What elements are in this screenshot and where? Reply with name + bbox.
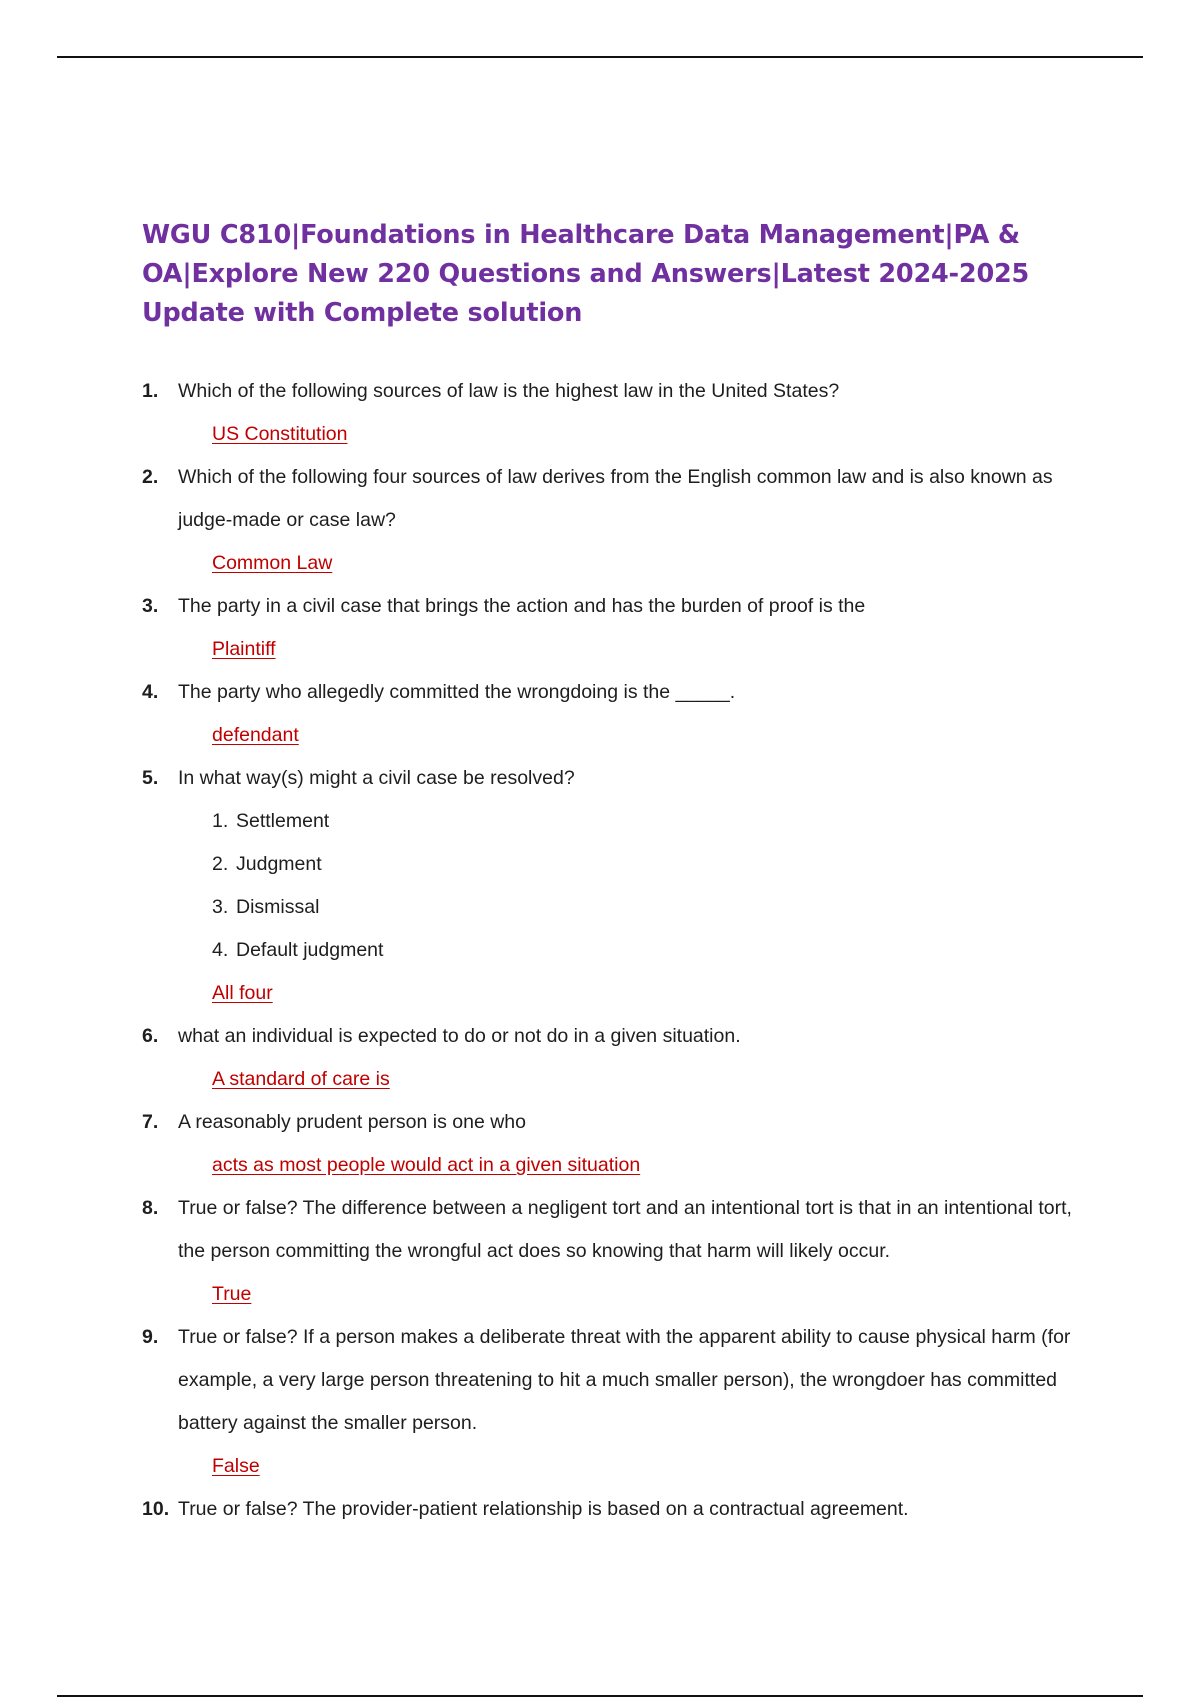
option-text: Settlement: [236, 810, 330, 832]
question-item-8: [142, 1187, 1072, 1316]
question-number: 8.: [142, 1197, 159, 1219]
answer-text: US Constitution: [212, 423, 348, 445]
question-row: [142, 1015, 1072, 1058]
option-number: 1.: [212, 810, 229, 832]
question-text: In what way(s) might a civil case be resolved?: [178, 767, 575, 789]
answer-text: All four: [212, 982, 273, 1004]
option-item: [212, 800, 1072, 843]
option-item: [212, 929, 1072, 972]
question-item-2: [142, 456, 1072, 585]
question-item-5: [142, 757, 1072, 1015]
question-item-3: [142, 585, 1072, 671]
question-number: 9.: [142, 1326, 159, 1348]
answer-text: acts as most people would act in a given situation: [212, 1154, 641, 1176]
answer-text: False: [212, 1455, 260, 1477]
question-text: Which of the following four sources of law derives from the English common law and is also known as judge-made or case law?: [178, 466, 1053, 531]
question-row: [142, 456, 1072, 542]
question-text: what an individual is expected to do or not do in a given situation.: [178, 1025, 741, 1047]
question-number: 6.: [142, 1025, 159, 1047]
answer-text: Plaintiff: [212, 638, 276, 660]
option-text: Default judgment: [236, 939, 384, 961]
question-number: 2.: [142, 466, 159, 488]
question-row: [142, 1316, 1072, 1445]
option-number: 2.: [212, 853, 229, 875]
option-item: [212, 843, 1072, 886]
question-item-6: [142, 1015, 1072, 1101]
question-number: 5.: [142, 767, 159, 789]
document-title: WGU C810|Foundations in Healthcare Data Management|PA & OA|Explore New 220 Questions and Answers|Latest 2024-2025 Update with Complete solution: [142, 220, 1030, 328]
question-text: A reasonably prudent person is one who: [178, 1111, 526, 1133]
option-text: Judgment: [236, 853, 322, 875]
question-number: 1.: [142, 380, 159, 402]
question-item-1: [142, 370, 1072, 456]
question-item-9: [142, 1316, 1072, 1488]
question-number: 3.: [142, 595, 159, 617]
footer-rule: [57, 1695, 1143, 1697]
answer-text: defendant: [212, 724, 299, 746]
question-row: [142, 757, 1072, 800]
option-text: Dismissal: [236, 896, 320, 918]
question-row: [142, 585, 1072, 628]
question-item-4: [142, 671, 1072, 757]
question-text: True or false? If a person makes a deliberate threat with the apparent ability to cause physical harm (for example, a very large person threatening to hit a much smaller person), the wrongdoer has committed battery against the smaller person.: [178, 1326, 1071, 1434]
question-row: [142, 1488, 1072, 1531]
question-text: True or false? The difference between a negligent tort and an intentional tort is that in an intentional tort, the person committing the wrongful act does so knowing that harm will likely occur.: [178, 1197, 1072, 1262]
question-row: [142, 671, 1072, 714]
answer-text: A standard of care is: [212, 1068, 390, 1090]
question-text: The party in a civil case that brings the action and has the burden of proof is the: [178, 595, 866, 617]
question-text: True or false? The provider-patient relationship is based on a contractual agreement.: [178, 1498, 909, 1520]
question-list: [142, 370, 1072, 1531]
header-rule: [57, 56, 1143, 58]
question-number: 7.: [142, 1111, 159, 1133]
option-item: [212, 886, 1072, 929]
answer-text: True: [212, 1283, 252, 1305]
question-item-7: [142, 1101, 1072, 1187]
question-number: 10.: [142, 1498, 170, 1520]
question-number: 4.: [142, 681, 159, 703]
question-row: [142, 370, 1072, 413]
question-row: [142, 1187, 1072, 1273]
option-number: 3.: [212, 896, 229, 918]
question-text: Which of the following sources of law is the highest law in the United States?: [178, 380, 840, 402]
question-item-10: [142, 1488, 1072, 1531]
option-number: 4.: [212, 939, 229, 961]
question-row: [142, 1101, 1072, 1144]
answer-text: Common Law: [212, 552, 333, 574]
question-text: The party who allegedly committed the wrongdoing is the _____.: [178, 681, 736, 703]
option-list: [212, 800, 1072, 972]
